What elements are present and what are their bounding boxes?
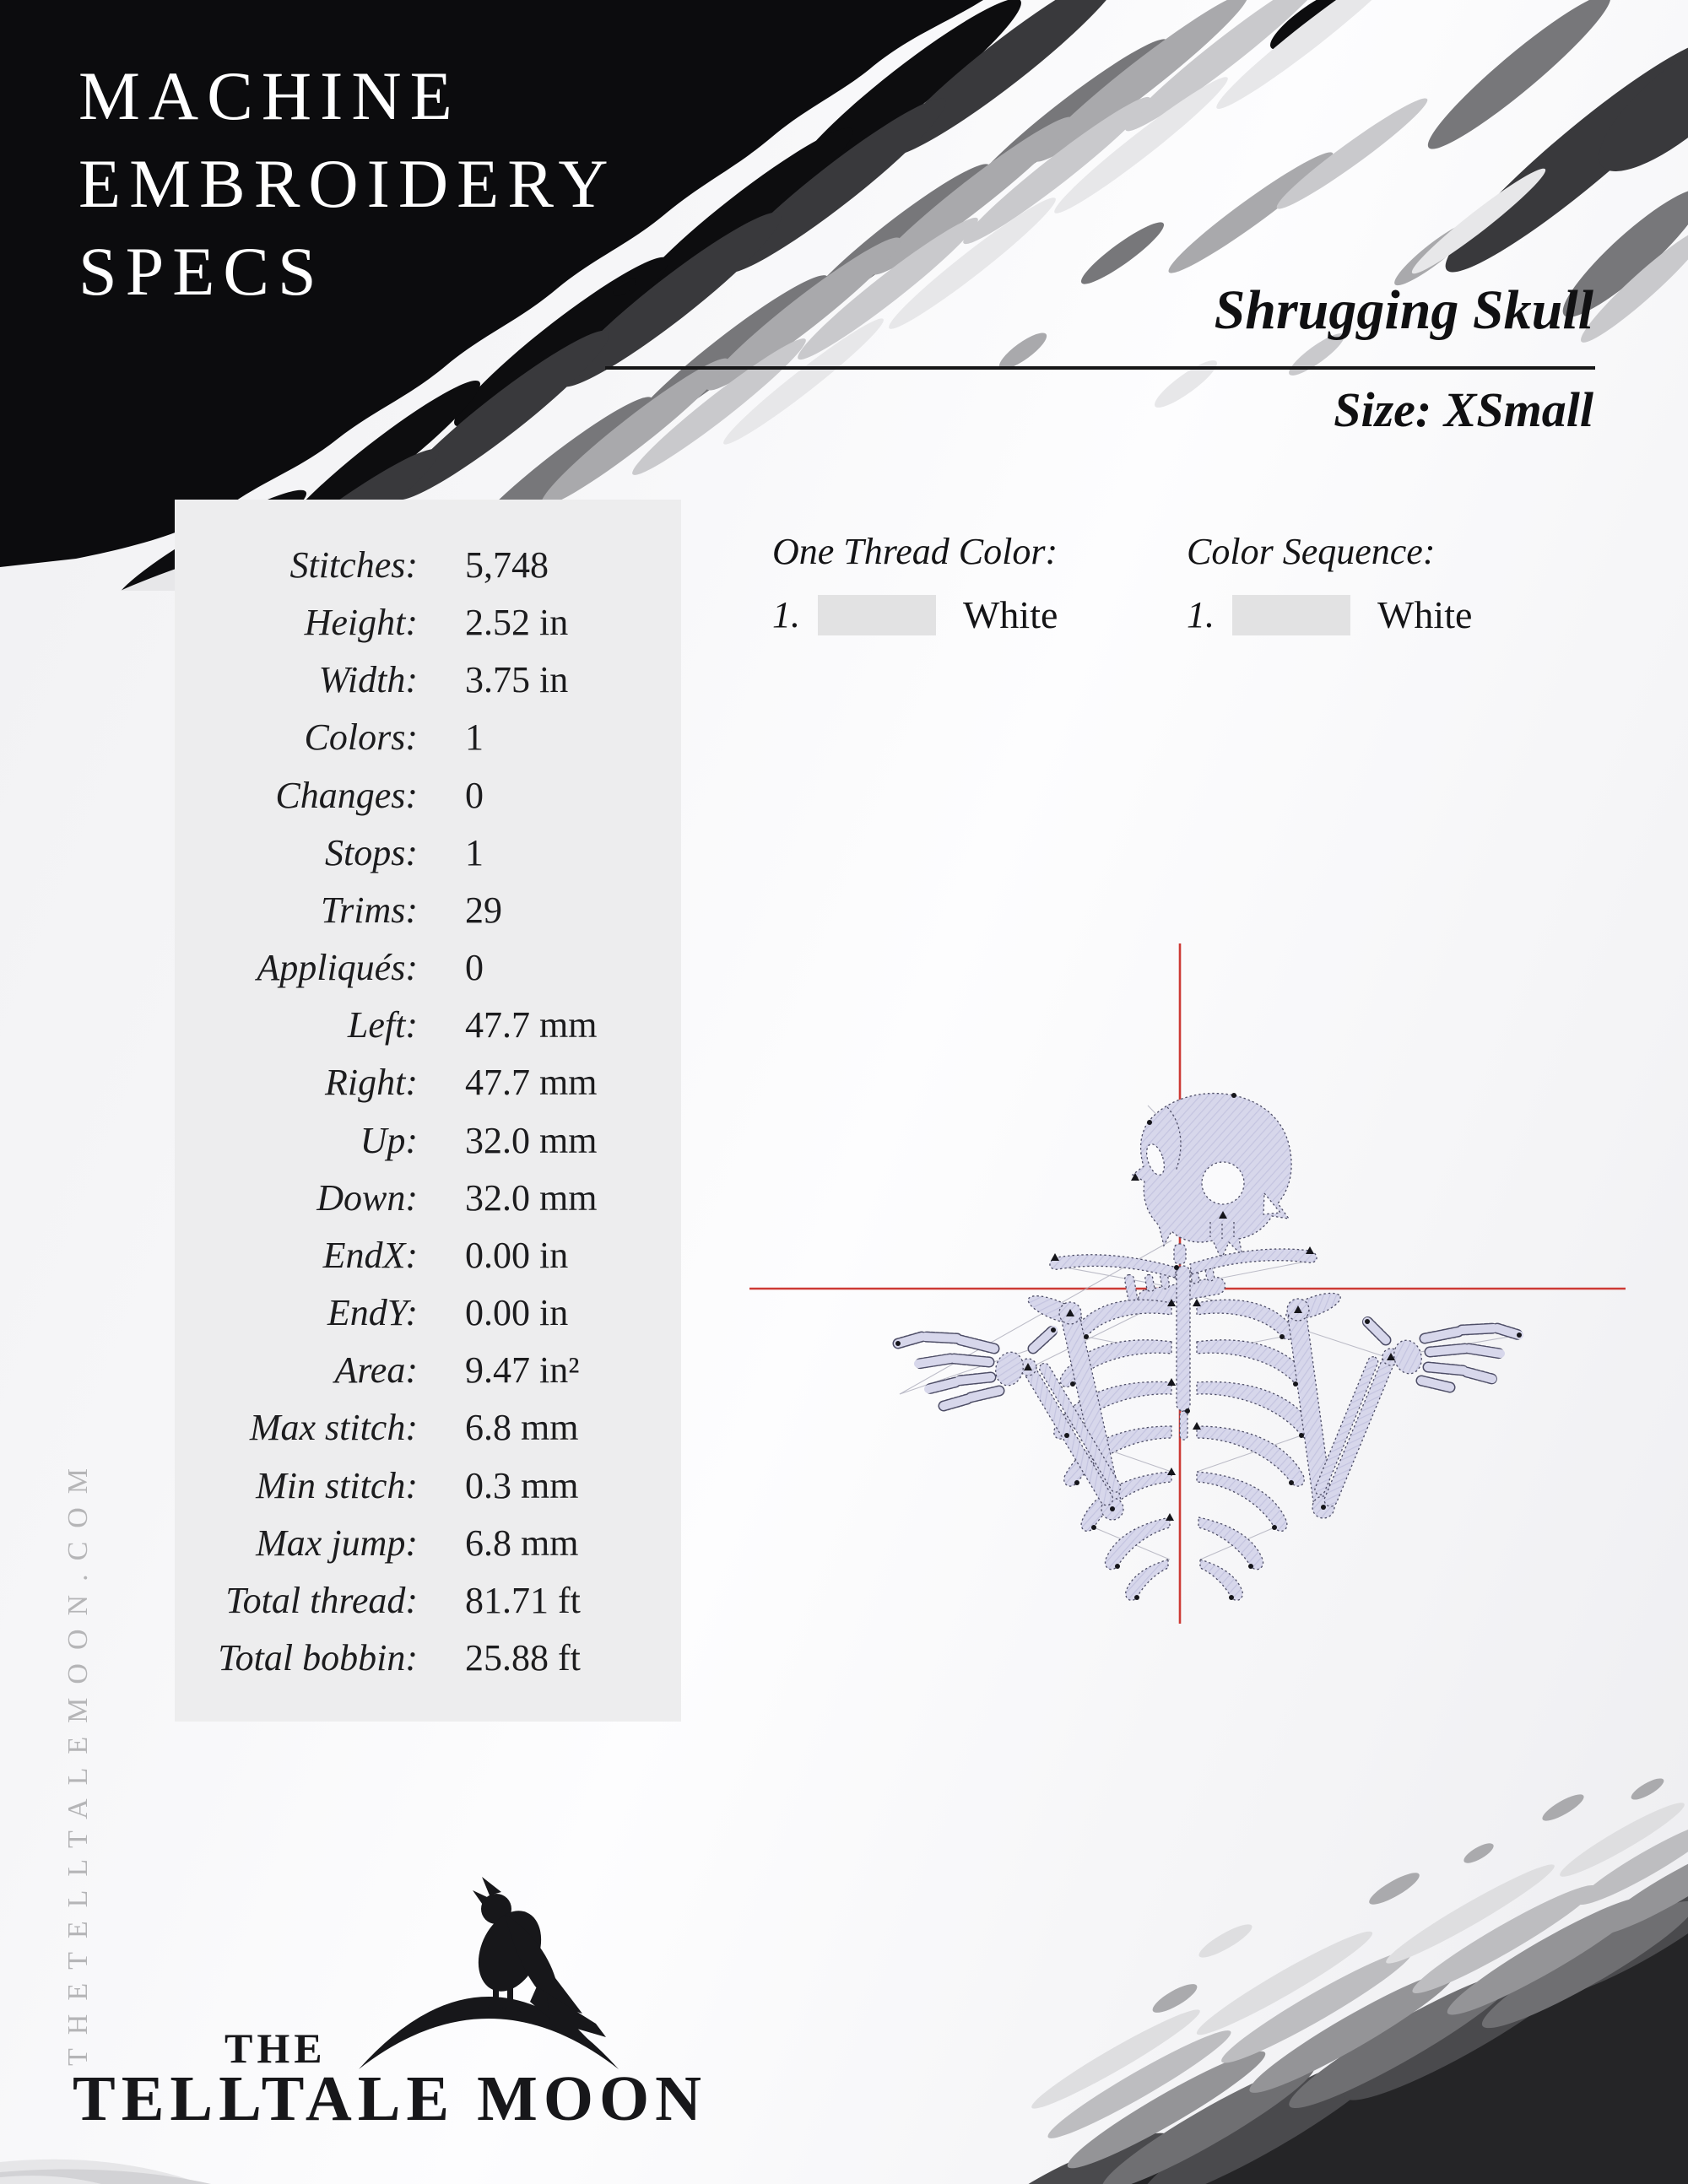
hand-right-palm (1390, 1338, 1425, 1377)
spec-label: Min stitch: (256, 1464, 418, 1506)
spec-value: 2.52 in (465, 602, 569, 644)
spec-value: 0 (465, 774, 484, 816)
spec-value: 6.8 mm (465, 1522, 579, 1564)
spec-row (175, 1291, 681, 1334)
spec-row (175, 601, 681, 644)
spec-value: 1 (465, 831, 484, 873)
logo-text-telltale-moon: TELLTALE MOON (73, 2063, 707, 2134)
spec-row (175, 774, 681, 817)
spec-label: Stops: (325, 831, 418, 873)
thread-color-number: 1. (772, 594, 800, 635)
spec-label: Total thread: (225, 1579, 418, 1621)
spec-label: Trims: (321, 889, 418, 931)
skeleton-bones (992, 1094, 1425, 1601)
spec-value: 5,748 (465, 544, 549, 586)
spec-label: Right: (325, 1062, 418, 1104)
spec-row (175, 889, 681, 932)
page-title-line: MACHINE (78, 57, 461, 134)
page-title-line: SPECS (78, 233, 325, 310)
clavicle-left (1050, 1255, 1177, 1278)
spec-value: 32.0 mm (465, 1119, 598, 1161)
spec-value: 47.7 mm (465, 1062, 598, 1104)
stitch-preview-shrugging-skull (743, 911, 1646, 1654)
spec-label: Changes: (275, 774, 418, 816)
sternum (1177, 1266, 1190, 1411)
spec-row (175, 1636, 681, 1679)
spec-value: 0.00 in (465, 1234, 569, 1276)
design-size: Size: XSmall (1334, 382, 1593, 437)
thread-color-name: White (963, 593, 1058, 636)
spec-label: Left: (347, 1004, 418, 1046)
spec-label: Stitches: (289, 544, 418, 586)
color-sequence-heading: Color Sequence: (1187, 531, 1436, 572)
spec-value: 9.47 in² (465, 1349, 580, 1392)
color-sequence-swatch (1232, 595, 1350, 635)
spec-label: Max stitch: (249, 1407, 418, 1449)
spec-row (175, 1464, 681, 1507)
color-sequence-item (1187, 592, 1472, 637)
specs-panel (175, 500, 681, 1722)
spec-value: 1 (465, 716, 484, 759)
spec-row (175, 946, 681, 989)
spec-row (175, 1003, 681, 1046)
spec-row (175, 1061, 681, 1104)
spec-row (175, 658, 681, 701)
spec-row (175, 1119, 681, 1162)
page-title (78, 52, 617, 316)
spec-value: 25.88 ft (465, 1636, 581, 1679)
site-url-vertical: THETELLTALEMOON.COM (62, 1454, 94, 2066)
spec-row (175, 716, 681, 759)
spec-value: 47.7 mm (465, 1004, 598, 1046)
spec-value: 0.00 in (465, 1292, 569, 1334)
spec-label: Up: (360, 1119, 418, 1161)
spec-label: Max jump: (256, 1522, 418, 1564)
spec-row (175, 1522, 681, 1565)
spec-label: Height: (304, 602, 418, 644)
spec-label: Width: (318, 659, 418, 701)
spec-label: EndX: (322, 1234, 418, 1276)
spec-label: Down: (316, 1176, 418, 1219)
title-divider-line (605, 366, 1595, 370)
spec-row (175, 1234, 681, 1277)
spec-value: 3.75 in (465, 659, 569, 701)
spec-label: Appliqués: (257, 947, 418, 989)
color-sequence-number: 1. (1187, 594, 1215, 635)
spec-row (175, 1176, 681, 1219)
thread-color-heading: One Thread Color: (772, 531, 1058, 572)
spec-value: 0 (465, 947, 484, 989)
footer-brush-art (0, 1730, 1688, 2184)
spec-value: 29 (465, 889, 502, 931)
thread-color-item (772, 592, 1058, 637)
spec-value: 0.3 mm (465, 1464, 579, 1506)
spec-row (175, 831, 681, 874)
spec-value: 81.71 ft (465, 1579, 581, 1621)
spec-label: Colors: (304, 716, 418, 759)
page-title-line: EMBROIDERY (78, 145, 617, 222)
spec-value: 6.8 mm (465, 1407, 579, 1449)
logo-text-the: THE (225, 2025, 327, 2072)
hand-left-palm (992, 1349, 1026, 1389)
spec-value: 32.0 mm (465, 1176, 598, 1219)
thread-color-swatch (818, 595, 936, 635)
spec-label: EndY: (327, 1292, 418, 1334)
spec-row (175, 1406, 681, 1449)
skull-eye-socket (1202, 1162, 1244, 1204)
spec-row (175, 543, 681, 587)
spec-row (175, 1579, 681, 1622)
forearm-right (1311, 1349, 1396, 1509)
design-name: Shrugging Skull (1214, 279, 1593, 341)
spec-label: Total bobbin: (218, 1636, 418, 1679)
spec-label: Area: (334, 1349, 418, 1392)
spec-row (175, 1349, 681, 1392)
color-sequence-name: White (1377, 593, 1473, 636)
